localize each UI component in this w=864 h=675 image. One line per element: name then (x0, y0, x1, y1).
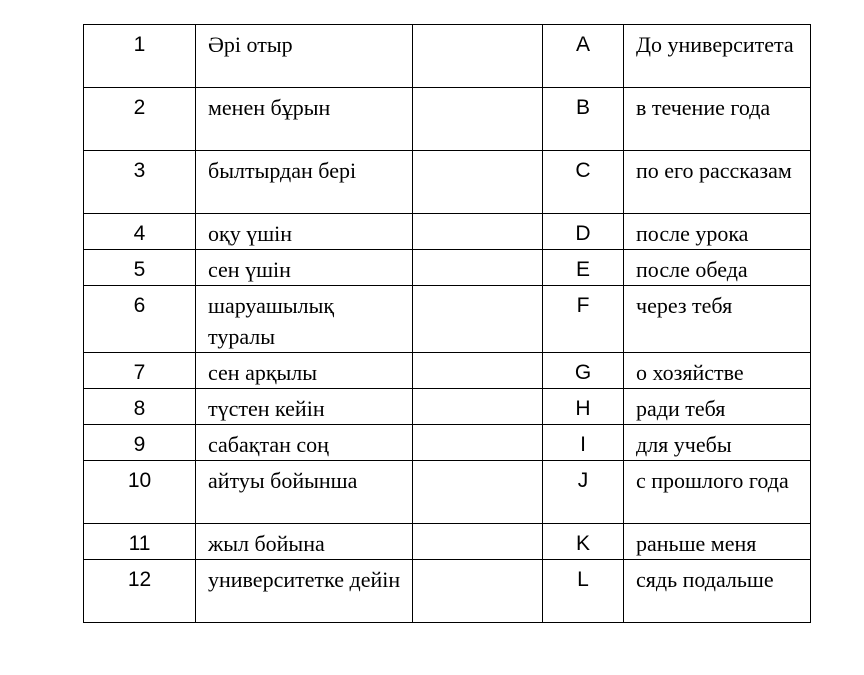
russian-phrase-cell: для учебы (624, 425, 811, 461)
kazakh-phrase-cell: менен бұрын (196, 88, 413, 151)
answer-blank-cell (413, 425, 543, 461)
table-row (84, 250, 811, 286)
option-letter-cell: D (543, 214, 624, 250)
row-number-cell: 8 (84, 389, 196, 425)
russian-phrase-cell: после урока (624, 214, 811, 250)
table-row (84, 524, 811, 560)
table-row (84, 214, 811, 250)
table-row (84, 353, 811, 389)
option-letter-cell: G (543, 353, 624, 389)
table-row (84, 560, 811, 623)
kazakh-phrase-cell: сабақтан соң (196, 425, 413, 461)
kazakh-phrase-cell: былтырдан бері (196, 151, 413, 214)
table-body (84, 25, 811, 623)
option-letter-cell: F (543, 286, 624, 353)
row-number-cell: 2 (84, 88, 196, 151)
russian-phrase-cell: в течение года (624, 88, 811, 151)
answer-blank-cell (413, 25, 543, 88)
kazakh-phrase-cell: университетке дейін (196, 560, 413, 623)
russian-phrase-cell: сядь подальше (624, 560, 811, 623)
answer-blank-cell (413, 286, 543, 353)
kazakh-phrase-cell: оқу үшін (196, 214, 413, 250)
answer-blank-cell (413, 250, 543, 286)
answer-blank-cell (413, 151, 543, 214)
kazakh-phrase-cell: айтуы бойынша (196, 461, 413, 524)
answer-blank-cell (413, 524, 543, 560)
kazakh-phrase-cell: сен үшін (196, 250, 413, 286)
row-number-cell: 10 (84, 461, 196, 524)
answer-blank-cell (413, 353, 543, 389)
kazakh-phrase-cell: шаруашылық туралы (196, 286, 413, 353)
answer-blank-cell (413, 214, 543, 250)
matching-table (83, 24, 811, 623)
option-letter-cell: A (543, 25, 624, 88)
row-number-cell: 7 (84, 353, 196, 389)
table-row (84, 461, 811, 524)
kazakh-phrase-cell: түстен кейін (196, 389, 413, 425)
answer-blank-cell (413, 88, 543, 151)
russian-phrase-cell: о хозяйстве (624, 353, 811, 389)
option-letter-cell: K (543, 524, 624, 560)
table-row (84, 151, 811, 214)
table-row (84, 25, 811, 88)
option-letter-cell: E (543, 250, 624, 286)
answer-blank-cell (413, 389, 543, 425)
kazakh-phrase-cell: сен арқылы (196, 353, 413, 389)
row-number-cell: 11 (84, 524, 196, 560)
russian-phrase-cell: после обеда (624, 250, 811, 286)
option-letter-cell: H (543, 389, 624, 425)
russian-phrase-cell: До университета (624, 25, 811, 88)
russian-phrase-cell: через тебя (624, 286, 811, 353)
answer-blank-cell (413, 560, 543, 623)
russian-phrase-cell: с прошлого года (624, 461, 811, 524)
table-row (84, 389, 811, 425)
option-letter-cell: B (543, 88, 624, 151)
kazakh-phrase-cell: Әрі отыр (196, 25, 413, 88)
table-row (84, 286, 811, 353)
option-letter-cell: I (543, 425, 624, 461)
row-number-cell: 1 (84, 25, 196, 88)
row-number-cell: 3 (84, 151, 196, 214)
russian-phrase-cell: ради тебя (624, 389, 811, 425)
answer-blank-cell (413, 461, 543, 524)
table-row (84, 425, 811, 461)
row-number-cell: 9 (84, 425, 196, 461)
kazakh-phrase-cell: жыл бойына (196, 524, 413, 560)
russian-phrase-cell: по его рассказам (624, 151, 811, 214)
option-letter-cell: J (543, 461, 624, 524)
table-row (84, 88, 811, 151)
row-number-cell: 6 (84, 286, 196, 353)
option-letter-cell: L (543, 560, 624, 623)
row-number-cell: 4 (84, 214, 196, 250)
row-number-cell: 12 (84, 560, 196, 623)
option-letter-cell: C (543, 151, 624, 214)
row-number-cell: 5 (84, 250, 196, 286)
russian-phrase-cell: раньше меня (624, 524, 811, 560)
